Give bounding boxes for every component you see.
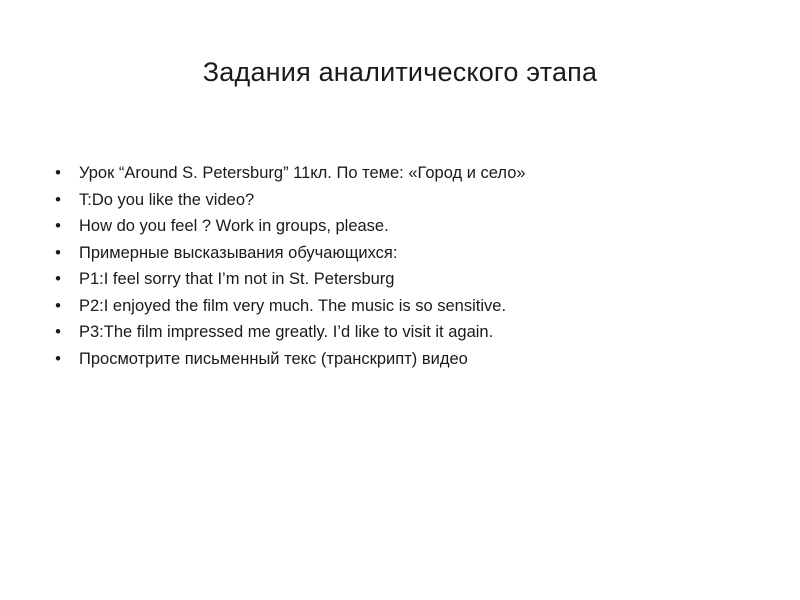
bullet-text: Примерные высказывания обучающихся: [79,243,398,262]
bullet-text: Просмотрите письменный текс (транскрипт) видео [79,349,468,368]
bullet-dot-icon: • [55,270,61,288]
bullet-dot-icon: • [55,190,61,209]
bullet-item-p2 [52,293,526,320]
bullet-text: P2:I enjoyed the film very much. The music is so sensitive. [79,296,507,315]
bullet-item-lesson [52,160,526,187]
bullet-text: Урок “Around S. Petersburg” 11кл. По теме: «Город и село» [79,164,526,182]
bullet-dot-icon: • [55,323,61,341]
bullet-item-p1 [52,266,526,293]
bullet-item-sample-statements [52,240,526,267]
bullet-item-group-task [52,213,526,240]
bullet-dot-icon: • [55,296,61,315]
bullet-dot-icon: • [55,243,61,262]
slide-title: Задания аналитического этапа [202,57,598,87]
bullet-dot-icon: • [55,217,61,235]
bullet-text: P1:I feel sorry that I’m not in St. Petersburg [79,270,395,288]
bullet-dot-icon: • [55,164,61,182]
bullet-item-p3 [52,319,526,346]
bullet-text: How do you feel ? Work in groups, please. [79,217,389,235]
bullet-text: P3:The film impressed me greatly. I’d like to visit it again. [79,323,494,341]
bullet-item-teacher-question [52,187,526,214]
bullet-text: T:Do you like the video? [79,190,255,209]
bullet-item-transcript [52,346,526,373]
bullet-list [52,160,526,372]
bullet-dot-icon: • [55,349,61,368]
